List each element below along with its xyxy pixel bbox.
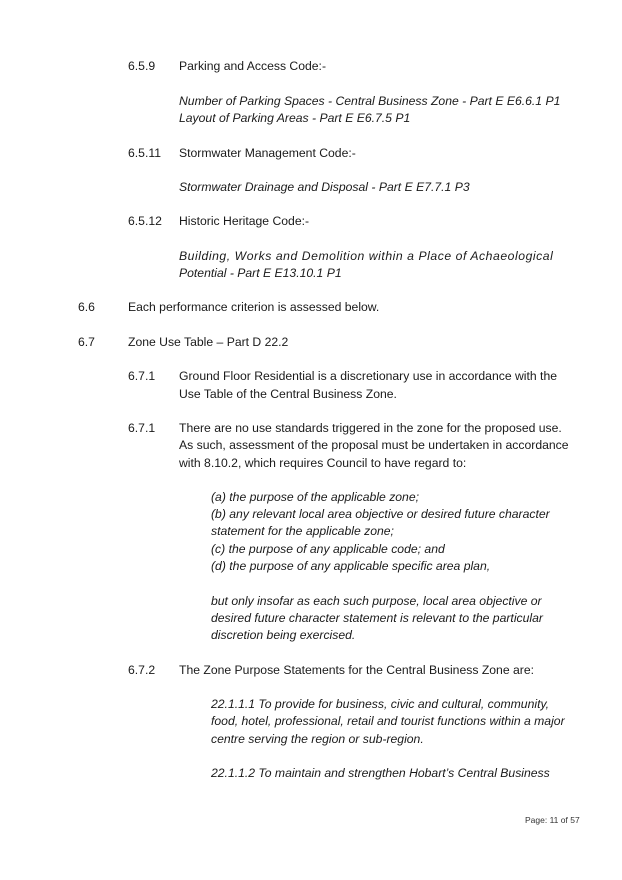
section-number: 6.7.2 (128, 663, 156, 677)
code-reference: Number of Parking Spaces - Central Business Zone - Part E E6.6.1 P1 (179, 94, 561, 108)
section-heading: Stormwater Management Code:- (179, 146, 356, 160)
code-reference: Building, Works and Demolition within a Place of Achaeological (179, 249, 554, 263)
paragraph-line: Use Table of the Central Business Zone. (179, 387, 397, 401)
list-item: (a) the purpose of the applicable zone; (211, 490, 420, 504)
section-number: 6.7.1 (128, 421, 156, 435)
section-number: 6.5.11 (128, 146, 161, 160)
paragraph-line: As such, assessment of the proposal must be undertaken in accordance (179, 438, 569, 452)
section-number: 6.5.9 (128, 59, 156, 73)
paragraph-line: but only insofar as each such purpose, local area objective or (211, 594, 542, 608)
page-number: Page: 11 of 57 (525, 815, 580, 825)
list-item: statement for the applicable zone; (211, 524, 394, 538)
quote-line: 22.1.1.1 To provide for business, civic and cultural, community, (211, 697, 550, 711)
section-heading: Historic Heritage Code:- (179, 214, 310, 228)
list-item: (d) the purpose of any applicable specific area plan, (211, 559, 491, 573)
code-reference: Potential - Part E E13.10.1 P1 (179, 266, 342, 280)
section-number: 6.6 (78, 300, 95, 314)
section-number: 6.7.1 (128, 369, 156, 383)
paragraph-line: There are no use standards triggered in the zone for the proposed use. (179, 421, 562, 435)
code-reference: Stormwater Drainage and Disposal - Part E E7.7.1 P3 (179, 180, 470, 194)
paragraph-line: Ground Floor Residential is a discretionary use in accordance with the (179, 369, 558, 383)
list-item: (c) the purpose of any applicable code; and (211, 542, 445, 556)
section-heading: Parking and Access Code:- (179, 59, 327, 73)
paragraph: The Zone Purpose Statements for the Central Business Zone are: (179, 663, 534, 677)
list-item: (b) any relevant local area objective or desired future character (211, 507, 550, 521)
paragraph-line: with 8.10.2, which requires Council to have regard to: (179, 456, 467, 470)
paragraph: Each performance criterion is assessed below. (128, 300, 380, 314)
quote-line: food, hotel, professional, retail and tourist functions within a major (211, 714, 565, 728)
quote-line: 22.1.1.2 To maintain and strengthen Hobart’s Central Business (211, 766, 550, 780)
section-number: 6.7 (78, 335, 95, 349)
paragraph-line: discretion being exercised. (211, 628, 356, 642)
code-reference: Layout of Parking Areas - Part E E6.7.5 P1 (179, 111, 411, 125)
section-number: 6.5.12 (128, 214, 162, 228)
quote-line: centre serving the region or sub-region. (211, 732, 424, 746)
paragraph-line: desired future character statement is relevant to the particular (211, 611, 543, 625)
section-heading: Zone Use Table – Part D 22.2 (128, 335, 289, 349)
